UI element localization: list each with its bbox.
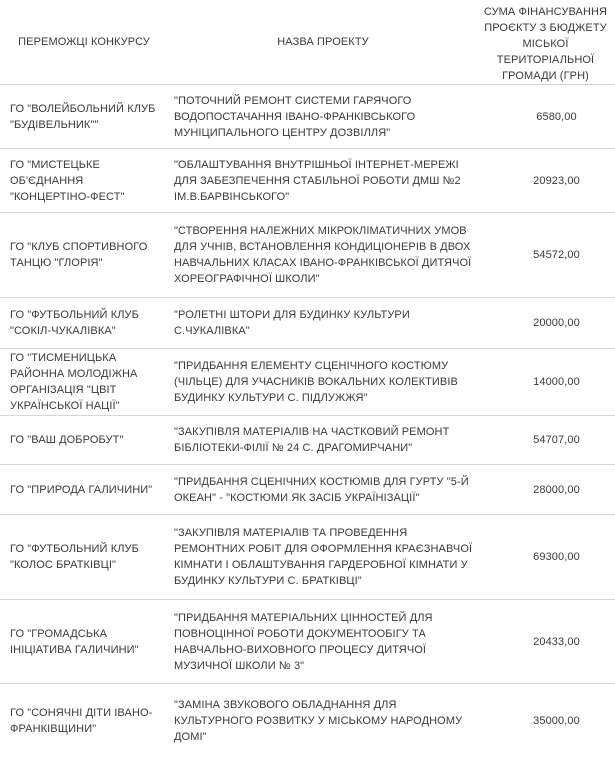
project-name: "ОБЛАШТУВАННЯ ВНУТРІШНЬОЇ ІНТЕРНЕТ-МЕРЕЖІ ДЛЯ ЗАБЕЗПЕЧЕННЯ СТАБІЛЬНОЇ РОБОТИ ДМШ №2 ІМ.В.БАРВІНСЬКОГО" — [168, 149, 478, 213]
project-name: "ЗАМІНА ЗВУКОВОГО ОБЛАДНАННЯ ДЛЯ КУЛЬТУРНОГО РОЗВИТКУ У МІСЬКОМУ НАРОДНОМУ ДОМІ" — [168, 684, 478, 758]
winner-org: ГО "СОНЯЧНІ ДІТИ ІВАНО-ФРАНКІВЩИНИ" — [0, 684, 168, 758]
funding-amount: 54707,00 — [478, 416, 615, 465]
funding-amount: 6580,00 — [478, 85, 615, 149]
winner-org: ГО "ТИСМЕНИЦЬКА РАЙОННА МОЛОДІЖНА ОРГАНІЗАЦІЯ "ЦВІТ УКРАЇНСЬКОЇ НАЦІЇ" — [0, 349, 168, 416]
funding-amount: 69300,00 — [478, 515, 615, 600]
project-name: "ПОТОЧНИЙ РЕМОНТ СИСТЕМИ ГАРЯЧОГО ВОДОПОСТАЧАННЯ ІВАНО-ФРАНКІВСЬКОГО МУНІЦИПАЛЬНОГО ЦЕНТРУ ДОЗВІЛЛЯ" — [168, 85, 478, 149]
project-name: "ПРИДБАННЯ СЦЕНІЧНИХ КОСТЮМІВ ДЛЯ ГУРТУ "5-Й ОКЕАН" - "КОСТЮМИ ЯК ЗАСІБ УКРАЇНІЗАЦІЇ" — [168, 465, 478, 515]
winner-org: ГО "МИСТЕЦЬКЕ ОБ'ЄДНАННЯ "КОНЦЕРТІНО-ФЕСТ" — [0, 149, 168, 213]
header-project: НАЗВА ПРОЕКТУ — [277, 36, 369, 48]
table-row — [0, 465, 615, 515]
table-row — [0, 213, 615, 298]
funding-amount: 20923,00 — [478, 149, 615, 213]
project-name: "ЗАКУПІВЛЯ МАТЕРІАЛІВ НА ЧАСТКОВИЙ РЕМОНТ БІБЛІОТЕКИ-ФІЛІЇ № 24 С. ДРАГОМИРЧАНИ" — [168, 416, 478, 465]
table-row — [0, 515, 615, 600]
table-row — [0, 416, 615, 465]
winner-org: ГО "ГРОМАДСЬКА ІНІЦІАТИВА ГАЛИЧИНИ" — [0, 600, 168, 684]
table-row — [0, 349, 615, 416]
project-name: "ПРИДБАННЯ МАТЕРІАЛЬНИХ ЦІННОСТЕЙ ДЛЯ ПОВНОЦІННОЇ РОБОТИ ДОКУМЕНТООБІГУ ТА НАВЧАЛЬНО-ВИХОВНОГО ПРОЦЕСУ ДИТЯЧОЇ МУЗИЧНОЇ ШКОЛИ № 3" — [168, 600, 478, 684]
winner-org: ГО "КЛУБ СПОРТИВНОГО ТАНЦЮ "ГЛОРІЯ" — [0, 213, 168, 298]
table-header-row — [0, 0, 615, 85]
project-name: "ПРИДБАННЯ ЕЛЕМЕНТУ СЦЕНІЧНОГО КОСТЮМУ (ЧІЛЬЦЕ) ДЛЯ УЧАСНИКІВ ВОКАЛЬНИХ КОЛЕКТИВІВ БУДИНКУ КУЛЬТУРИ С. ПІДЛУЖЖЯ" — [168, 349, 478, 416]
table-row — [0, 149, 615, 213]
project-name: "ЗАКУПІВЛЯ МАТЕРІАЛІВ ТА ПРОВЕДЕННЯ РЕМОНТНИХ РОБІТ ДЛЯ ОФОРМЛЕННЯ КРАЄЗНАВЧОЇ КІМНАТИ І ОБЛАШТУВАННЯ ГАРДЕРОБНОЇ КІМНАТИ У БУДИНКУ КУЛЬТУРИ С. БРАТКІВЦІ" — [168, 515, 478, 600]
table-row — [0, 85, 615, 149]
winner-org: ГО "ФУТБОЛЬНИЙ КЛУБ "КОЛОС БРАТКІВЦІ" — [0, 515, 168, 600]
winner-org: ГО "ПРИРОДА ГАЛИЧИНИ" — [0, 465, 168, 515]
funding-amount: 35000,00 — [478, 684, 615, 758]
winner-org: ГО "ФУТБОЛЬНИЙ КЛУБ "СОКІЛ-ЧУКАЛІВКА" — [0, 298, 168, 349]
project-name: "СТВОРЕННЯ НАЛЕЖНИХ МІКРОКЛІМАТИЧНИХ УМОВ ДЛЯ УЧНІВ, ВСТАНОВЛЕННЯ КОНДИЦІОНЕРІВ В ДВОХ НАВЧАЛЬНИХ КЛАСАХ ІВАНО-ФРАНКІВСЬКОЇ ДИТЯЧОЇ ХОРЕОГРАФІЧНОЇ ШКОЛИ" — [168, 213, 478, 298]
header-amount: СУМА ФІНАНСУВАННЯ ПРОЄКТУ З БЮДЖЕТУ МІСЬКОЇ ТЕРИТОРІАЛЬНОЇ ГРОМАДИ (ГРН) — [483, 6, 608, 82]
funding-amount: 20000,00 — [478, 298, 615, 349]
table-row — [0, 298, 615, 349]
table-row — [0, 684, 615, 758]
project-name: "РОЛЕТНІ ШТОРИ ДЛЯ БУДИНКУ КУЛЬТУРИ С.ЧУКАЛІВКА" — [168, 298, 478, 349]
funding-amount: 54572,00 — [478, 213, 615, 298]
header-winners: ПЕРЕМОЖЦІ КОНКУРСУ — [18, 36, 150, 48]
winner-org: ГО "ВАШ ДОБРОБУТ" — [0, 416, 168, 465]
funding-amount: 14000,00 — [478, 349, 615, 416]
winner-org: ГО "ВОЛЕЙБОЛЬНИЙ КЛУБ "БУДІВЕЛЬНИК"" — [0, 85, 168, 149]
funding-amount: 28000,00 — [478, 465, 615, 515]
table-row — [0, 600, 615, 684]
funding-amount: 20433,00 — [478, 600, 615, 684]
